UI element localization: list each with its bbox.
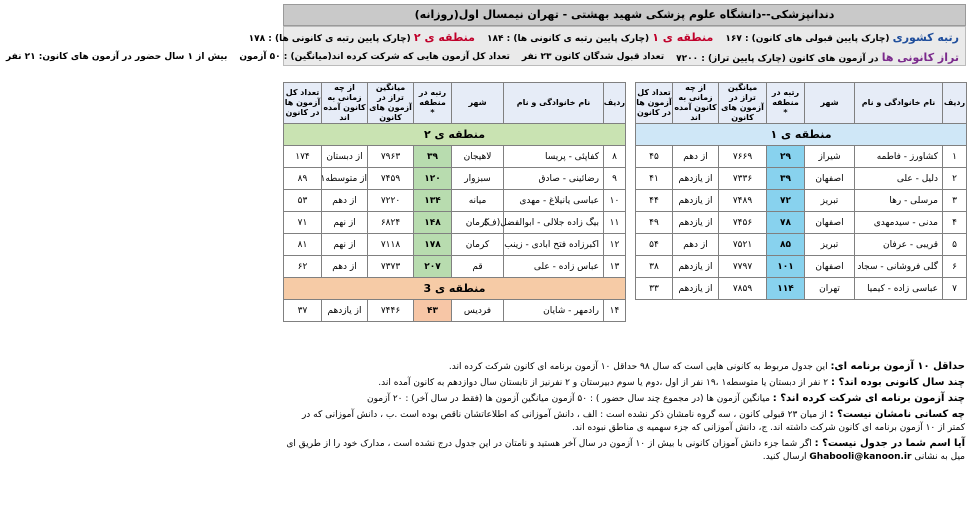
cell-since: از یازدهم	[673, 212, 719, 234]
cell-taraz: ۷۴۵۶	[719, 212, 767, 234]
notes-section	[285, 360, 965, 466]
cell-name: اکبرزاده فتح ابادی - زینب	[504, 234, 604, 256]
cell-row: ۴	[943, 212, 967, 234]
cell-count: ۴۹	[636, 212, 673, 234]
cell-rank: ۷۲	[767, 190, 805, 212]
region2-table	[283, 82, 626, 322]
taraz-note: در آزمون های کانون (چارک پایین تراز) : ۷۲۰۰	[676, 53, 879, 64]
cell-taraz: ۷۲۲۰	[368, 190, 414, 212]
rank-region1	[481, 31, 719, 44]
cell-rank: ۲۹	[767, 146, 805, 168]
rank-region1-label: منطقه ی ۱	[652, 30, 714, 44]
cell-name: کفاپئی - پریسا	[504, 146, 604, 168]
cell-name: مرسلی - رها	[855, 190, 943, 212]
region-header	[284, 278, 626, 300]
table-row	[636, 234, 967, 256]
cell-since: از دهم	[322, 256, 368, 278]
cell-since: از دهم	[673, 234, 719, 256]
col-rank-label: رتبه در منطقه	[771, 88, 800, 107]
col-taraz: میانگین تراز در آزمون های کانون	[369, 83, 412, 122]
rank-region2	[243, 31, 481, 44]
contact-email[interactable]: Ghabooli@kanoon.ir	[809, 452, 912, 462]
cell-row: ۶	[943, 256, 967, 278]
col-since: از چه زمانی به کانون آمده اند	[674, 83, 717, 122]
cell-row: ۷	[943, 278, 967, 300]
cell-since: از نهم	[322, 234, 368, 256]
note-3	[285, 392, 965, 406]
cell-name: کشاورز - فاطمه	[855, 146, 943, 168]
cell-count: ۸۱	[284, 234, 322, 256]
col-rank-star: *	[783, 108, 788, 117]
cell-count: ۴۴	[636, 190, 673, 212]
cell-rank: ۳۹	[767, 168, 805, 190]
cell-row: ۲	[943, 168, 967, 190]
cell-name: مدنی - سیدمهدی	[855, 212, 943, 234]
table-row	[284, 212, 626, 234]
cell-taraz: ۷۴۴۶	[368, 300, 414, 322]
cell-rank: ۱۲۰	[414, 168, 452, 190]
cell-count: ۶۲	[284, 256, 322, 278]
cell-count: ۸۹	[284, 168, 322, 190]
cell-row: ۳	[943, 190, 967, 212]
cell-since: از متوسطه۱	[322, 168, 368, 190]
note-5-tail: ارسال کنید.	[762, 452, 810, 462]
cell-taraz: ۷۳۳۶	[719, 168, 767, 190]
cell-taraz: ۷۳۷۳	[368, 256, 414, 278]
cell-name: قریبی - عرفان	[855, 234, 943, 256]
cell-since: از نهم	[322, 212, 368, 234]
cell-city: کرمان	[452, 234, 504, 256]
region1-label: منطقه ی ۱	[636, 124, 967, 146]
cell-since: از یازدهم	[673, 256, 719, 278]
col-rank	[414, 83, 452, 124]
rank-country	[719, 31, 965, 44]
table-header	[284, 83, 626, 124]
region2-label: منطقه ی ۲	[284, 124, 626, 146]
accepted-count: تعداد قبول شدگان کانون ۲۳ نفر	[521, 52, 665, 62]
table-row	[636, 256, 967, 278]
cell-taraz: ۷۸۵۹	[719, 278, 767, 300]
cell-count: ۳۳	[636, 278, 673, 300]
cell-row: ۱۲	[604, 234, 626, 256]
rank-region2-label: منطقه ی ۲	[413, 30, 475, 44]
rank-country-note: (چارک پایین قبولی های کانون) : ۱۶۷	[725, 33, 890, 44]
cell-rank: ۸۵	[767, 234, 805, 256]
cell-name: عباسی زاده - کیمیا	[855, 278, 943, 300]
cell-count: ۳۸	[636, 256, 673, 278]
cell-since: از یازدهم	[673, 190, 719, 212]
cell-rank: ۱۷۸	[414, 234, 452, 256]
taraz-info	[670, 51, 965, 64]
cell-row: ۹	[604, 168, 626, 190]
cell-city: میانه	[452, 190, 504, 212]
cell-city: فردیس	[452, 300, 504, 322]
region-header	[284, 124, 626, 146]
cell-taraz: ۷۶۶۹	[719, 146, 767, 168]
note-3-q: چند آزمون برنامه ای شرکت کرده اند؟ :	[772, 393, 965, 404]
note-4-a: از میان ۲۳ قبولی کانون ، سه گروه نامشان ذکر نشده است : الف ، دانش آموزانی که اطلاعاتشان ناقص بوده است .ب ، دانش آموزانی که در کمتر از ۱۰ آزمون برنامه ای کانون شرکت داشته اند. ج، دانش آموزانی که جزء سهمیه ی مناطق نبوده اند.	[301, 410, 965, 433]
cell-name: دلیل - علی	[855, 168, 943, 190]
taraz-label: تراز کانونی ها	[881, 50, 959, 64]
cell-rank: ۳۹	[414, 146, 452, 168]
cell-rank: ۱۳۴	[414, 190, 452, 212]
cell-rank: ۷۸	[767, 212, 805, 234]
table-row	[636, 146, 967, 168]
cell-since: از دهم	[673, 146, 719, 168]
col-row: ردیف	[604, 83, 626, 124]
cell-city: تهران	[805, 278, 855, 300]
cell-taraz: ۶۸۲۴	[368, 212, 414, 234]
cell-count: ۵۴	[636, 234, 673, 256]
cell-row: ۵	[943, 234, 967, 256]
cell-rank: ۱۱۴	[767, 278, 805, 300]
summary-box	[6, 26, 966, 66]
cell-taraz: ۷۷۹۷	[719, 256, 767, 278]
table-row	[284, 146, 626, 168]
cell-row: ۱	[943, 146, 967, 168]
rank-country-label: رتبه کشوری	[892, 30, 959, 44]
table-row	[636, 168, 967, 190]
note-5-a: اگر شما جزء دانش آموزان کانونی با بیش از ۱۰ آزمون در سال آخر هستید و نامتان در این جدول درج نشده است ، مدارک خود را از طریق ای میل به نشانی	[286, 439, 965, 462]
table-header	[636, 83, 967, 124]
note-1	[285, 360, 965, 374]
cell-row: ۱۴	[604, 300, 626, 322]
table-row	[284, 190, 626, 212]
note-1-q: حداقل ۱۰ آزمون برنامه ای:	[830, 361, 965, 372]
rank-region2-note: (چارک پایین رتبه ی کانونی ها) : ۱۷۸	[248, 33, 411, 44]
col-taraz: میانگین تراز در آزمون های کانون	[719, 83, 767, 124]
cell-taraz: ۷۹۶۳	[368, 146, 414, 168]
cell-city: لاهیجان	[452, 146, 504, 168]
cell-city: اصفهان	[805, 256, 855, 278]
cell-since: از دبستان	[322, 146, 368, 168]
cell-count: ۱۷۴	[284, 146, 322, 168]
note-5-q: آیا اسم شما در جدول نیست؟ :	[814, 438, 965, 449]
summary-row-2	[6, 47, 965, 67]
col-name: نام خانوادگی و نام	[855, 83, 943, 124]
cell-since: از دهم	[322, 190, 368, 212]
col-row: ردیف	[943, 83, 967, 124]
region-header	[636, 124, 967, 146]
cell-rank: ۱۴۸	[414, 212, 452, 234]
cell-city: شیراز	[805, 146, 855, 168]
cell-count: ۵۳	[284, 190, 322, 212]
note-5	[285, 437, 965, 464]
cell-rank: ۲۰۷	[414, 256, 452, 278]
cell-row: ۱۱	[604, 212, 626, 234]
note-2-a: ۲ نفر از دبستان یا متوسطه۱ ،۱۹ نفر از اول ،دوم یا سوم دبیرستان و ۲ نفرنیز از تابستان سال دوازدهم به کانون آمده اند.	[378, 378, 831, 388]
cell-count: ۷۱	[284, 212, 322, 234]
cell-row: ۱۳	[604, 256, 626, 278]
col-count: تعداد کل آزمون ها در کانون	[284, 83, 322, 124]
cell-since: از یازدهم	[673, 168, 719, 190]
region1-table	[635, 82, 967, 300]
note-2	[285, 376, 965, 390]
cell-city: کرمان	[452, 212, 504, 234]
cell-name: بیگ زاده جلالی - ابوالفضل(ف)	[504, 212, 604, 234]
cell-name: عباس زاده - علی	[504, 256, 604, 278]
cell-row: ۱۰	[604, 190, 626, 212]
cell-taraz: ۷۴۵۹	[368, 168, 414, 190]
table-row	[284, 234, 626, 256]
note-4-q: چه کسانی نامشان نیست؟ :	[829, 409, 965, 420]
col-city: شهر	[452, 83, 504, 124]
cell-city: تبریز	[805, 190, 855, 212]
cell-name: رضائینی - صادق	[504, 168, 604, 190]
cell-city: سبزوار	[452, 168, 504, 190]
cell-taraz: ۷۱۱۸	[368, 234, 414, 256]
table-row	[284, 256, 626, 278]
table-row	[284, 168, 626, 190]
cell-city: قم	[452, 256, 504, 278]
region3-label: منطقه ی 3	[284, 278, 626, 300]
cell-city: اصفهان	[805, 212, 855, 234]
cell-taraz: ۷۵۲۱	[719, 234, 767, 256]
rank-region1-note: (چارک پایین رتبه ی کانونی ها) : ۱۸۴	[487, 33, 650, 44]
cell-name: عباسی یانیلاغ - مهدی	[504, 190, 604, 212]
summary-row-1	[248, 27, 965, 47]
cell-since: از یازدهم	[322, 300, 368, 322]
table-row	[636, 278, 967, 300]
table-row	[636, 212, 967, 234]
table-row	[284, 300, 626, 322]
col-name: نام خانوادگی و نام	[504, 83, 604, 124]
cell-taraz: ۷۴۸۹	[719, 190, 767, 212]
cell-row: ۸	[604, 146, 626, 168]
cell-rank: ۴۳	[414, 300, 452, 322]
table-row	[636, 190, 967, 212]
col-count: تعداد کل آزمون ها در کانون	[636, 83, 673, 124]
presence-info: بیش از ۱ سال حضور در آزمون های کانون: ۲۱ نفر	[6, 52, 228, 62]
col-rank-label: رتبه در منطقه	[418, 88, 447, 107]
cell-count: ۴۱	[636, 168, 673, 190]
cell-name: رادمهر - شایان	[504, 300, 604, 322]
col-rank-star: *	[430, 108, 435, 117]
cell-rank: ۱۰۱	[767, 256, 805, 278]
cell-city: اصفهان	[805, 168, 855, 190]
col-city: شهر	[805, 83, 855, 124]
cell-count: ۴۵	[636, 146, 673, 168]
note-3-a: میانگین آزمون ها (در مجموع چند سال حضور ) : ۵۰ آزمون میانگین آزمون ها (فقط در سال آخر) : ۲۰ آزمون	[367, 394, 773, 404]
cell-since: از یازدهم	[673, 278, 719, 300]
note-2-q: چند سال کانونی بوده اند؟ :	[830, 377, 965, 388]
col-rank	[767, 83, 805, 124]
col-since: از چه زمانی به کانون آمده اند	[323, 83, 366, 122]
cell-count: ۳۷	[284, 300, 322, 322]
note-1-a: این جدول مربوط به کانونی هایی است که سال ۹۸ حداقل ۱۰ آزمون برنامه ای کانون شرکت کرده اند.	[448, 362, 831, 372]
note-4	[285, 408, 965, 435]
cell-name: گلی فروشانی - سجاد	[855, 256, 943, 278]
cell-city: تبریز	[805, 234, 855, 256]
page-title: دندانپزشکی--دانشگاه علوم پزشکی شهید بهشتی - تهران نیمسال اول(روزانه)	[283, 4, 966, 26]
exam-count: تعداد کل آزمون هایی که شرکت کرده اند(میانگین) : ۵۰ آزمون	[239, 52, 510, 62]
